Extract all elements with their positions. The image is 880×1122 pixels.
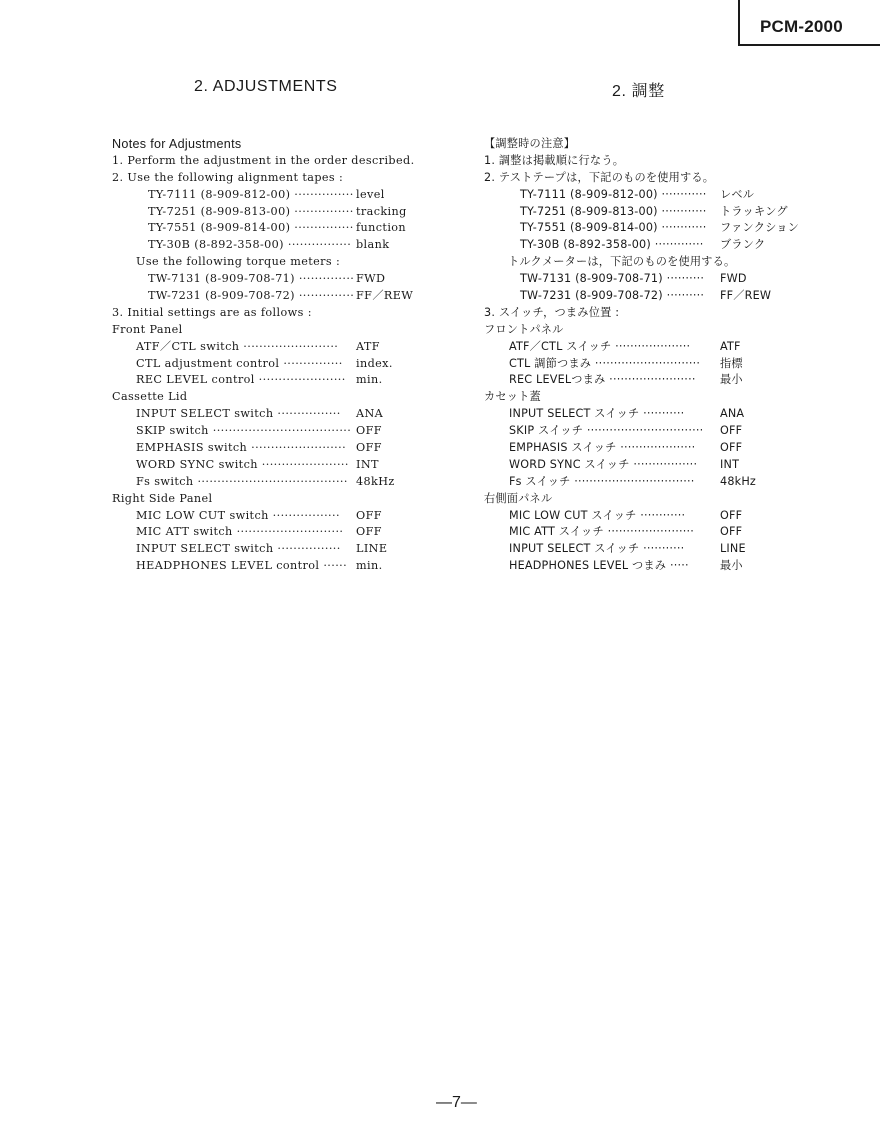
setting-value: OFF (720, 441, 743, 455)
japanese-setting-row (484, 339, 784, 356)
setting-name: HEADPHONES LEVEL control ······ (136, 559, 348, 573)
setting-name: CTL 調節つまみ ···························· (509, 356, 701, 370)
model-number: PCM-2000 (760, 17, 843, 36)
japanese-tape-row (484, 237, 784, 254)
english-tape-row (112, 220, 432, 237)
setting-value: ATF (356, 339, 380, 353)
setting-value: INT (356, 457, 379, 471)
setting-value: index. (356, 356, 393, 370)
torque-value: FWD (720, 272, 747, 286)
tape-name: TY-7551 (8-909-814-00) ··············· (148, 221, 354, 235)
torque-name: TW-7131 (8-909-708-71) ·········· (520, 272, 705, 286)
english-torque-row (112, 288, 432, 305)
setting-name: INPUT SELECT スイッチ ··········· (509, 407, 685, 421)
english-setting-row (112, 541, 432, 558)
japanese-notes-title: 【調整時の注意】 (484, 137, 576, 150)
setting-name: INPUT SELECT switch ················ (136, 542, 341, 556)
setting-value: 指標 (720, 356, 743, 370)
japanese-column (484, 136, 800, 575)
setting-name: MIC LOW CUT スイッチ ············ (509, 508, 686, 522)
tape-value: ブランク (720, 238, 766, 252)
japanese-torque-row (484, 271, 784, 288)
setting-value: ANA (720, 407, 745, 421)
setting-value: INT (720, 457, 740, 471)
english-setting-row (112, 558, 432, 575)
setting-name: INPUT SELECT スイッチ ··········· (509, 542, 685, 556)
japanese-step-2: 2. テストテープは，下記のものを使用する。 (484, 170, 715, 184)
setting-value: OFF (356, 424, 382, 438)
torque-name: TW-7231 (8-909-708-72) ·············· (148, 289, 355, 303)
english-setting-row (112, 339, 432, 356)
setting-value: min. (356, 559, 383, 573)
setting-value: OFF (356, 525, 382, 539)
setting-name: Fs switch ······································ (136, 474, 348, 488)
setting-name: MIC ATT スイッチ ······················· (509, 525, 694, 539)
english-setting-row (112, 508, 432, 525)
english-setting-row (112, 356, 432, 373)
setting-value: LINE (720, 542, 746, 556)
japanese-tape-row (484, 220, 800, 237)
setting-value: 最小 (720, 559, 743, 573)
tape-value: tracking (356, 204, 407, 218)
tape-name: TY-7111 (8-909-812-00) ··············· (148, 187, 354, 201)
japanese-setting-row (484, 508, 784, 525)
japanese-step-1: 1. 調整は掲載順に行なう。 (484, 153, 625, 167)
japanese-step-3: 3. スイッチ，つまみ位置 : (484, 305, 620, 319)
tape-name: TY-7251 (8-909-813-00) ··············· (148, 204, 354, 218)
heading-english: 2. ADJUSTMENTS (194, 78, 338, 95)
tape-name: TY-7251 (8-909-813-00) ············ (520, 204, 707, 218)
setting-value: ANA (356, 407, 384, 421)
heading-japanese: 2. 調整 (612, 83, 665, 100)
torque-value: FWD (356, 272, 386, 286)
setting-name: REC LEVELつまみ ······················· (509, 373, 696, 387)
english-step-1: 1. Perform the adjustment in the order described. (112, 153, 415, 167)
english-setting-row (112, 372, 432, 389)
japanese-setting-row (484, 440, 784, 457)
torque-value: FF／REW (356, 289, 414, 303)
setting-name: EMPHASIS switch ························ (136, 441, 347, 455)
english-step-3: 3. Initial settings are as follows : (112, 305, 312, 319)
english-front-panel-heading: Front Panel (112, 322, 183, 336)
japanese-right-side-heading: 右側面パネル (484, 491, 553, 505)
torque-name: TW-7231 (8-909-708-72) ·········· (520, 289, 705, 303)
tape-name: TY-7551 (8-909-814-00) ············ (520, 221, 707, 235)
english-tape-row (112, 187, 432, 204)
english-torque-row (112, 271, 432, 288)
setting-name: SKIP switch ··································· (136, 424, 352, 438)
setting-name: WORD SYNC switch ······················ (136, 457, 349, 471)
english-setting-row (112, 423, 432, 440)
english-tape-row (112, 237, 432, 254)
setting-value: OFF (720, 424, 743, 438)
setting-value: OFF (720, 508, 743, 522)
english-setting-row (112, 474, 432, 491)
setting-name: EMPHASIS スイッチ ···················· (509, 441, 696, 455)
english-setting-row (112, 524, 432, 541)
tape-name: TY-30B (8-892-358-00) ················ (148, 238, 352, 252)
japanese-cassette-lid-heading: カセット蓋 (484, 390, 541, 404)
setting-value: 48kHz (720, 474, 756, 488)
setting-value: ATF (720, 339, 741, 353)
tape-value: ファンクション (720, 221, 800, 235)
setting-name: CTL adjustment control ··············· (136, 356, 343, 370)
setting-name: HEADPHONES LEVEL つまみ ····· (509, 559, 689, 573)
tape-value: トラッキング (720, 204, 788, 218)
japanese-tape-row (484, 204, 788, 221)
tape-value: blank (356, 238, 390, 252)
setting-value: OFF (356, 508, 382, 522)
setting-value: OFF (720, 525, 743, 539)
setting-name: ATF／CTL スイッチ ···················· (509, 339, 691, 353)
setting-name: ATF／CTL switch ························ (136, 339, 339, 353)
english-step-2: 2. Use the following alignment tapes : (112, 170, 344, 184)
setting-value: LINE (356, 542, 388, 556)
torque-value: FF／REW (720, 289, 772, 303)
tape-name: TY-30B (8-892-358-00) ············· (520, 238, 704, 252)
japanese-setting-row (484, 423, 784, 440)
japanese-setting-row (484, 356, 784, 373)
japanese-setting-row (484, 457, 784, 474)
japanese-setting-row (484, 474, 784, 491)
setting-name: SKIP スイッチ ······························· (509, 424, 704, 438)
setting-name: MIC LOW CUT switch ················· (136, 508, 340, 522)
english-setting-row (112, 440, 432, 457)
setting-value: min. (356, 373, 383, 387)
japanese-torque-intro: トルクメーターは，下記のものを使用する。 (508, 255, 736, 269)
japanese-front-panel-heading: フロントパネル (484, 322, 564, 336)
english-column (112, 136, 432, 575)
setting-name: MIC ATT switch ··························· (136, 525, 344, 539)
japanese-setting-row (484, 372, 784, 389)
english-tape-row (112, 204, 432, 221)
japanese-setting-row (484, 524, 784, 541)
japanese-setting-row (484, 406, 784, 423)
tape-name: TY-7111 (8-909-812-00) ············ (520, 187, 707, 201)
english-cassette-lid-heading: Cassette Lid (112, 390, 188, 404)
english-notes-title: Notes for Adjustments (112, 137, 242, 151)
japanese-tape-row (484, 187, 784, 204)
english-torque-intro: Use the following torque meters : (136, 255, 341, 269)
english-right-side-heading: Right Side Panel (112, 491, 213, 505)
tape-value: レベル (720, 187, 755, 201)
model-label-box (738, 0, 880, 46)
page-number: —7— (436, 1094, 477, 1111)
setting-value: OFF (356, 441, 382, 455)
setting-name: Fs スイッチ ································ (509, 474, 695, 488)
setting-name: REC LEVEL control ······················ (136, 373, 346, 387)
japanese-setting-row (484, 558, 784, 575)
english-setting-row (112, 406, 432, 423)
japanese-setting-row (484, 541, 784, 558)
torque-name: TW-7131 (8-909-708-71) ·············· (148, 272, 355, 286)
setting-name: INPUT SELECT switch ················ (136, 407, 341, 421)
tape-value: level (356, 187, 385, 201)
setting-name: WORD SYNC スイッチ ················· (509, 457, 698, 471)
japanese-torque-row (484, 288, 784, 305)
english-setting-row (112, 457, 432, 474)
setting-value: 48kHz (356, 474, 395, 488)
setting-value: 最小 (720, 373, 743, 387)
tape-value: function (356, 221, 407, 235)
